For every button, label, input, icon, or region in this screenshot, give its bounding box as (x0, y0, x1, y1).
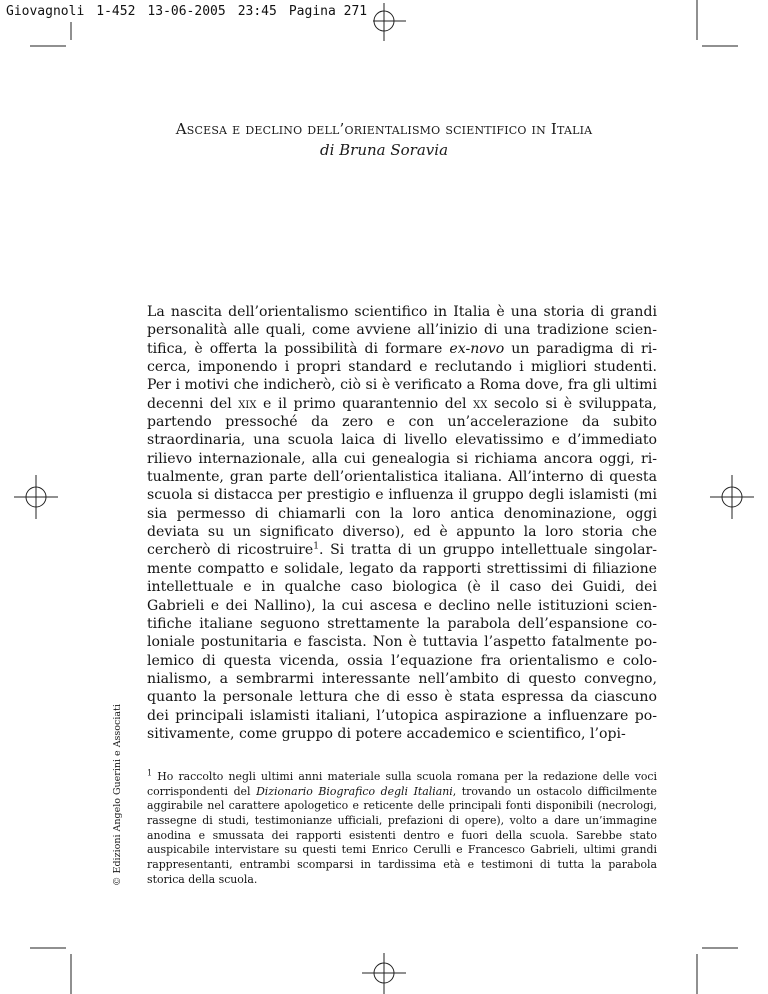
slug-time: 23:45 (237, 3, 277, 19)
publisher-copyright-vertical: © Edizioni Angelo Guerini e Associati (112, 704, 123, 886)
footnote-reference: 1 (313, 541, 319, 552)
registration-mark-right (710, 475, 754, 519)
century-numeral-xx: xx (473, 395, 488, 412)
body-text-part: e il primo quarantennio del (256, 395, 474, 412)
footnote (147, 770, 657, 887)
article-title (100, 120, 668, 138)
slug-page-label: Pagina 271 (288, 3, 368, 19)
registration-mark-left (14, 475, 58, 519)
slug-page-range: 1-452 (96, 3, 136, 19)
body-text-part: un paradigma di ricerca, imponendo i propri standard e reclutando i migliori studenti. Per i motivi che indicherò, ciò si è verificato a Roma dove, fra gli ultimi decenni del (147, 340, 657, 412)
footnote-text-part: , trovando un ostacolo difficilmente aggirabile nel carattere apologetico e reticente delle principali fonti disponibili (necrologi, rassegne di studi, testimonianze ufficiali, prefazioni di opere), volto a dare un’immagine anodina e smussata dei rapporti esistenti dentro e fuori della scuola. Sarebbe stato auspicabile intervistare su questi temi Enrico Cerulli e Francesco Gabrieli, ultimi grandi rappresentanti, entrambi scomparsi in tardissima età e testimoni di tutta la parabola storica della scuola. (147, 784, 657, 886)
slug-file-name: Giovagnoli (6, 3, 85, 19)
article-title-text: Ascesa e declino dell’orientalismo scientifico in Italia (175, 120, 593, 138)
italic-term-ex-novo: ex-novo (449, 340, 505, 357)
body-text-part: . Si tratta di un gruppo intellettuale singolarmente compatto e solidale, legato da rapporti strettissimi di filiazione intellettuale e in qualche caso biologica (è il caso dei Guidi, dei Gabrieli e dei Nallino), la cui ascesa e declino nelle istituzioni scientifiche italiane seguono strettamente la parabola dell’espansione coloniale postunitaria e fascista. Non è tuttavia l’aspetto fatalmente polemico di questa vicenda, ossia l’equazione fra orientalismo e colonialismo, a sembrarmi interessante nell’ambito di questo convegno, quanto la personale lettura che di esso è stata espressa da ciascuno dei principali islamisti italiani, l’utopica aspirazione a influenzare positivamente, come gruppo di potere accademico e scientifico, l’opi- (147, 542, 657, 742)
footnote-cited-work: Dizionario Biografico degli Italiani (256, 784, 453, 798)
body-text-part: secolo si è sviluppata, partendo pressoché da zero e con un’accelerazione da subito straordinaria, una scuola laica di livello elevatissimo e d’immediato rilievo internazionale, alla cui genealogia si richiama ancora oggi, ritualmente, gran parte dell’orientalistica italiana. All’interno di questa scuola si distacca per prestigio e influenza il gruppo degli islamisti (mi sia permesso di chiamarli con la loro antica denominazione, oggi deviata su un significato diverso), ed è appunto la loro storia che cercherò di ricostruire (147, 395, 657, 559)
slug-date: 13-06-2005 (147, 3, 226, 19)
print-slug-header (0, 0, 373, 22)
article-author: di Bruna Soravia (319, 141, 449, 159)
footnote-text-part: Ho raccolto negli ultimi anni materiale sulla scuola romana per la redazione delle voci corrispondenti del (147, 770, 657, 798)
body-paragraph (147, 303, 657, 743)
footnote-number: 1 (147, 768, 153, 778)
century-numeral-xix: xix (238, 395, 257, 412)
registration-mark-bottom (362, 953, 406, 994)
body-text-part: La nascita dell’orientalismo scientifico in Italia è una storia di grandi personalità alle quali, come avviene all’inizio di una tradizione scientifica, è offerta la possibilità di formare (147, 304, 657, 357)
